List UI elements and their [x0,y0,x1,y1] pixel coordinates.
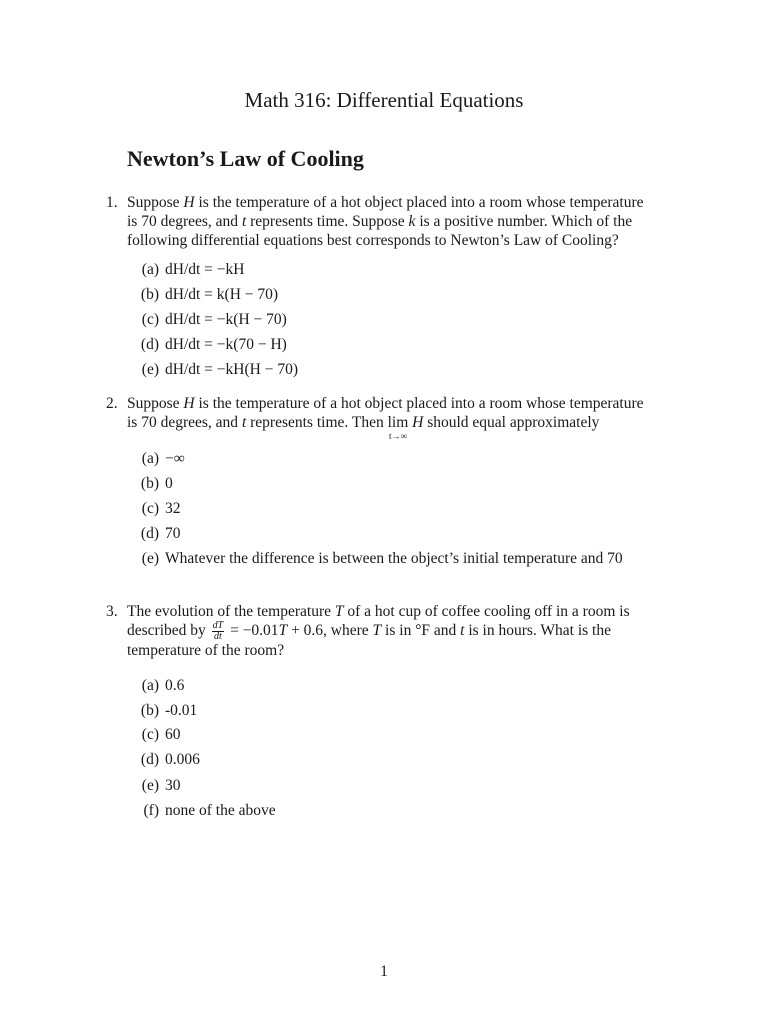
question-line: following differential equations best corresponds to Newton’s Law of Cooling? [127,232,619,249]
derivative-fraction: $\frac{dT}{dt}$ [212,620,224,642]
q1-option-d: (d) dH/dt = −k(70 − H) [140,336,287,353]
q2-option-e: (e) Whatever the difference is between the object’s initial temperature and 70 [141,550,623,567]
q1-option-e: (e) dH/dt = −kH(H − 70) [141,361,298,378]
q1-option-a: (a) dH/dt = −kH [141,261,245,278]
q2-option-c: (c) 32 [141,500,181,517]
q3-option-f: (f) none of the above [143,802,276,819]
q3-option-d: (d) 0.006 [140,751,200,768]
q3-option-e: (e) 30 [141,777,181,794]
question-line: described by $\frac{dT}{dt}$ = −0.01T + 0.6, where T is in °F and t is in hours. What is the [127,620,611,642]
q2-option-b: (b) 0 [140,475,173,492]
question-line: is 70 degrees, and t represents time. Suppose k is a positive number. Which of the [127,213,633,230]
q1-option-b: (b) dH/dt = k(H − 70) [140,286,279,303]
q3-option-c: (c) 60 [141,726,181,743]
question-line: Suppose H is the temperature of a hot object placed into a room whose temperature [127,194,644,211]
question-line: Suppose H is the temperature of a hot object placed into a room whose temperature [127,395,644,412]
question-number: 2. [106,395,118,412]
question-number: 3. [106,603,118,620]
section-title: Newton’s Law of Cooling [127,146,364,171]
question-number: 1. [106,194,118,211]
q3-option-b: (b) -0.01 [140,702,198,719]
question-line: temperature of the room? [127,642,285,659]
q2-option-a: (a) −∞ [141,450,185,467]
page-number: 1 [380,963,388,980]
question-line: is 70 degrees, and t represents time. Then lim t→∞ H should equal approximately [127,414,600,441]
q2-option-d: (d) 70 [140,525,181,542]
course-title: Math 316: Differential Equations [244,88,524,112]
question-line: The evolution of the temperature T of a hot cup of coffee cooling off in a room is [127,603,630,620]
q1-option-c: (c) dH/dt = −k(H − 70) [141,311,287,328]
limit-expression: lim t→∞ [387,414,409,441]
q3-option-a: (a) 0.6 [141,677,185,694]
